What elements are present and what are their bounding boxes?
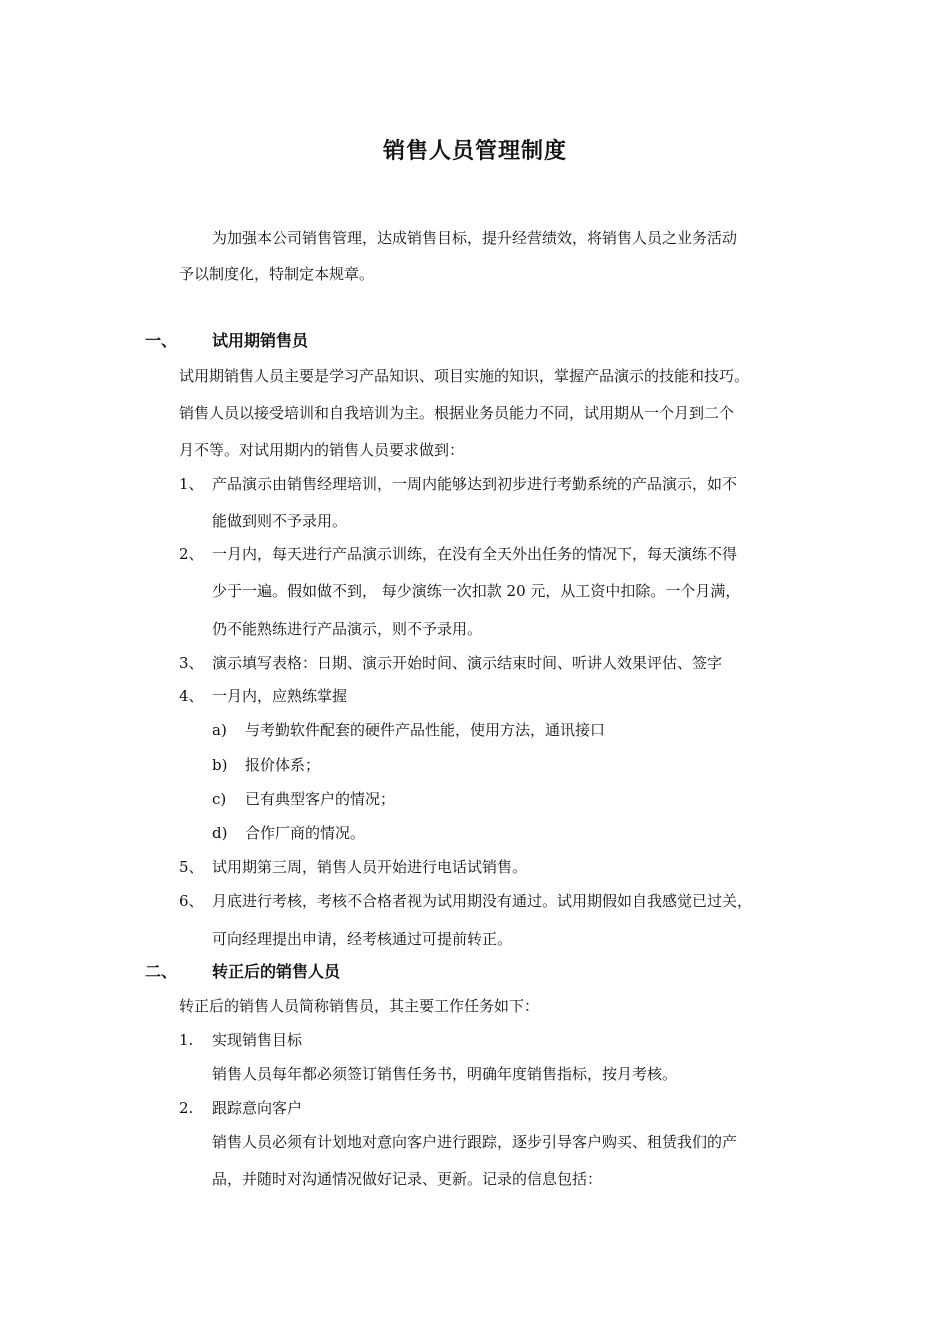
list-item-text: 仍不能熟练进行产品演示，则不予录用。 [212, 620, 483, 638]
list-item-text: 一月内，应熟练掌握 [212, 687, 348, 705]
sub-item-marker: b) [212, 756, 228, 774]
list-item-title: 跟踪意向客户 [212, 1099, 303, 1117]
sub-item-text: 与考勤软件配套的硬件产品性能，使用方法，通讯接口 [245, 721, 606, 739]
list-item-marker: 6、 [179, 892, 204, 910]
page-title: 销售人员管理制度 [382, 139, 567, 164]
list-item-marker: 2、 [179, 545, 204, 563]
section-1-body-line: 销售人员以接受培训和自我培训为主。根据业务员能力不同，试用期从一个月到二个 [179, 404, 735, 422]
list-item-marker: 1、 [179, 475, 204, 493]
intro-line-2: 予以制度化，特制定本规章。 [179, 265, 375, 283]
sub-item-marker: a) [212, 721, 227, 739]
section-1-number: 一、 [145, 331, 178, 350]
intro-line-1: 为加强本公司销售管理，达成销售目标，提升经营绩效，将销售人员之业务活动 [212, 229, 738, 247]
list-item-text: 销售人员必须有计划地对意向客户进行跟踪，逐步引导客户购买、租赁我们的产 [212, 1133, 738, 1151]
list-item-marker: 2. [179, 1099, 194, 1117]
list-item-text: 月底进行考核，考核不合格者视为试用期没有通过。试用期假如自我感觉已过关， [212, 892, 753, 910]
list-item-text: 能做到则不予录用。 [212, 512, 348, 530]
list-item-text: 销售人员每年都必须签订销售任务书，明确年度销售指标，按月考核。 [212, 1065, 678, 1083]
list-item-text: 少于一遍。假如做不到， 每少演练一次扣款 20 元，从工资中扣除。一个月满， [212, 582, 741, 600]
list-item-text: 产品演示由销售经理培训，一周内能够达到初步进行考勤系统的产品演示，如不 [212, 475, 738, 493]
section-2-heading: 转正后的销售人员 [212, 962, 341, 981]
section-1-body-line: 试用期销售人员主要是学习产品知识、项目实施的知识，掌握产品演示的技能和技巧。 [179, 367, 750, 385]
section-1-body-line: 月不等。对试用期内的销售人员要求做到： [179, 441, 465, 459]
sub-item-marker: c) [212, 790, 227, 808]
list-item-marker: 4、 [179, 687, 204, 705]
sub-item-text: 报价体系； [245, 756, 321, 774]
sub-item-text: 已有典型客户的情况； [245, 790, 396, 808]
list-item-text: 试用期第三周，销售人员开始进行电话试销售。 [212, 858, 528, 876]
section-2-body-line: 转正后的销售人员简称销售员，其主要工作任务如下： [179, 997, 540, 1015]
list-item-marker: 1. [179, 1031, 194, 1049]
list-item-marker: 3、 [179, 654, 204, 672]
section-1-heading: 试用期销售员 [212, 331, 309, 350]
list-item-text: 品，并随时对沟通情况做好记录、更新。记录的信息包括： [212, 1170, 603, 1188]
list-item-marker: 5、 [179, 858, 204, 876]
list-item-text: 可向经理提出申请，经考核通过可提前转正。 [212, 930, 513, 948]
sub-item-text: 合作厂商的情况。 [245, 824, 366, 842]
sub-item-marker: d) [212, 824, 228, 842]
list-item-text: 一月内，每天进行产品演示训练，在没有全天外出任务的情况下，每天演练不得 [212, 545, 738, 563]
section-2-number: 二、 [145, 962, 178, 981]
list-item-title: 实现销售目标 [212, 1031, 303, 1049]
list-item-text: 演示填写表格：日期、演示开始时间、演示结束时间、听讲人效果评估、签字 [212, 654, 723, 672]
